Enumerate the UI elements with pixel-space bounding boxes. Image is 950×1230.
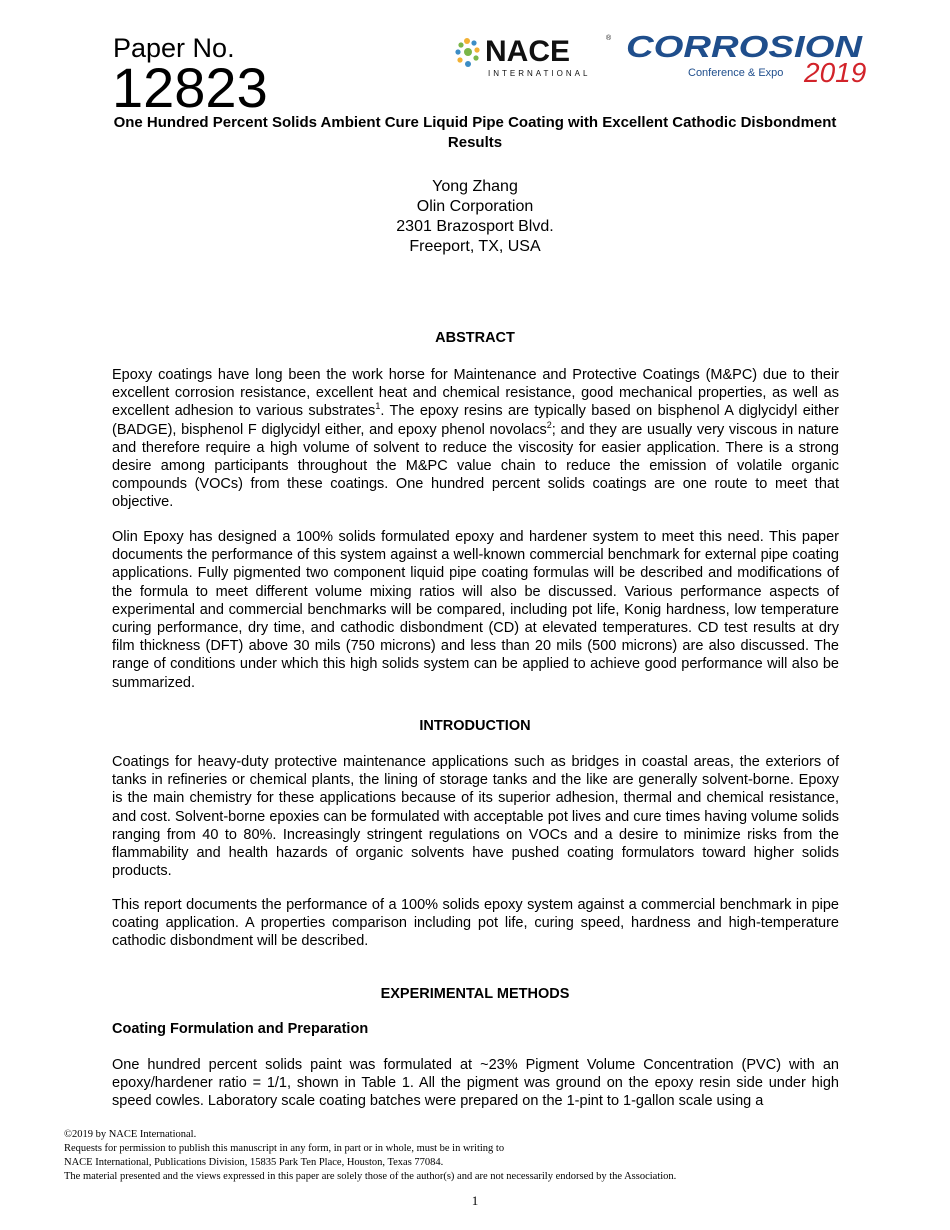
corrosion-logo-text: CORROSION [626,30,863,64]
abstract-p1-a: Epoxy coatings have long been the work horse for Maintenance and Protective Coatings (M&PC) due to their excellent corrosion resistance, excellent heat and chemical resistance, good mechanical properties, as well as excellent adhesion to various substrates [112,367,839,420]
abstract-paragraph-1 [112,366,839,512]
corrosion-logo-sub: Conference & Expo [688,67,784,79]
nace-emblem-icon [455,38,479,67]
paper-number: 12823 [112,56,268,119]
abstract-heading: ABSTRACT [435,330,515,346]
introduction-heading: INTRODUCTION [419,718,531,734]
abstract-paragraph-2: Olin Epoxy has designed a 100% solids formulated epoxy and hardener system to meet this need. This paper documents the performance of this system against a well-known commercial benchmark for external pipe coating applications. Fully pigmented two component liquid pipe coating formulas will be described and modifications of the formula to meet different volume mixing ratios will also be discussed. Various performance aspects of experimental and commercial benchmarks will be compared, including pot life, Konig hardness, low temperature curing performance, dry time, and cathodic disbondment (CD) at elevated temperatures. CD test results at dry film thickness (DFT) above 30 mils (750 microns) and less than 20 mils (500 microns) are also discussed. The range of conditions under which this high solids system can be applied to achieve good performance will also be summarized. [112,529,839,691]
methods-heading: EXPERIMENTAL METHODS [380,986,570,1002]
author-address: 2301 Brazosport Blvd. [396,218,554,235]
paper-label: Paper No. [113,33,235,63]
footer-line-4: The material presented and the views expressed in this paper are solely those of the author(s) and are not necessarily endorsed by the Association. [64,1171,677,1182]
copyright-footer [64,1128,864,1184]
author-city: Freeport, TX, USA [409,238,541,255]
footer-line-3: NACE International, Publications Division, 15835 Park Ten Place, Houston, Texas 77084. [64,1157,444,1168]
footnote-ref-1: 1 [375,401,381,412]
methods-paragraph-1: One hundred percent solids paint was formulated at ~23% Pigment Volume Concentration (PVC) with an epoxy/hardener ratio = 1/1, shown in Table 1. All the pigment was ground on the epoxy resin side under high speed cowles. Laboratory scale coating batches were prepared on the 1-pint to 1-gallon scale using a [112,1057,839,1110]
methods-subheading: Coating Formulation and Preparation [112,1021,369,1037]
nace-logo-sub: INTERNATIONAL [488,69,591,78]
corrosion-logo-year: 2019 [804,57,867,86]
corrosion-logo [626,30,882,86]
abstract-p1-c: ; and they are usually very viscous in nature and therefore require a high volume of solvent to reduce the viscosity for easier application. There is a strong desire among participants throughout the M&PC value chain to reduce the emission of volatile organic compounds (VOCs) from these coatings. One hundred percent solids coatings are one route to meet that objective. [112,421,839,511]
introduction-paragraph-1: Coatings for heavy-duty protective maintenance applications such as bridges in coastal areas, the exteriors of tanks in refineries or chemical plants, the lining of storage tanks and the like are generally solvent-borne. Epoxy is the main chemistry for these applications because of its superior adhesion, thermal and chemical resistance, and cost. Solvent-borne epoxies can be formulated with acceptable pot lives and cure times having volume solids ranging from 40 to 80%. Increasingly stringent regulations on VOCs and a desire to minimize risks from the flammability and health hazards of organic solvents have pushed coating formulators toward higher solids products. [112,754,839,880]
author-name: Yong Zhang [432,178,518,195]
footer-line-1: ©2019 by NACE International. [64,1129,197,1140]
page-number: 1 [471,1193,479,1208]
nace-logo-text: NACE [485,35,571,68]
footer-line-2: Requests for permission to publish this manuscript in any form, in part or in whole, must be in writing to [64,1143,505,1154]
footnote-ref-2: 2 [546,419,552,430]
nace-logo [455,34,615,80]
abstract-p1-b: . The epoxy resins are typically based on bisphenol A diglycidyl either (BADGE), bisphenol F diglycidyl either, and epoxy phenol novolacs [112,403,839,438]
introduction-paragraph-2: This report documents the performance of a 100% solids epoxy system against a commercial benchmark in pipe coating application. A properties comparison including pot life, curing speed, hardness and high-temperature cathodic disbondment will be described. [112,897,839,950]
author-block [112,177,838,257]
paper-title: One Hundred Percent Solids Ambient Cure Liquid Pipe Coating with Excellent Cathodic Disbondment Results [113,114,837,151]
author-org: Olin Corporation [416,198,534,215]
nace-registered: ® [606,35,612,42]
